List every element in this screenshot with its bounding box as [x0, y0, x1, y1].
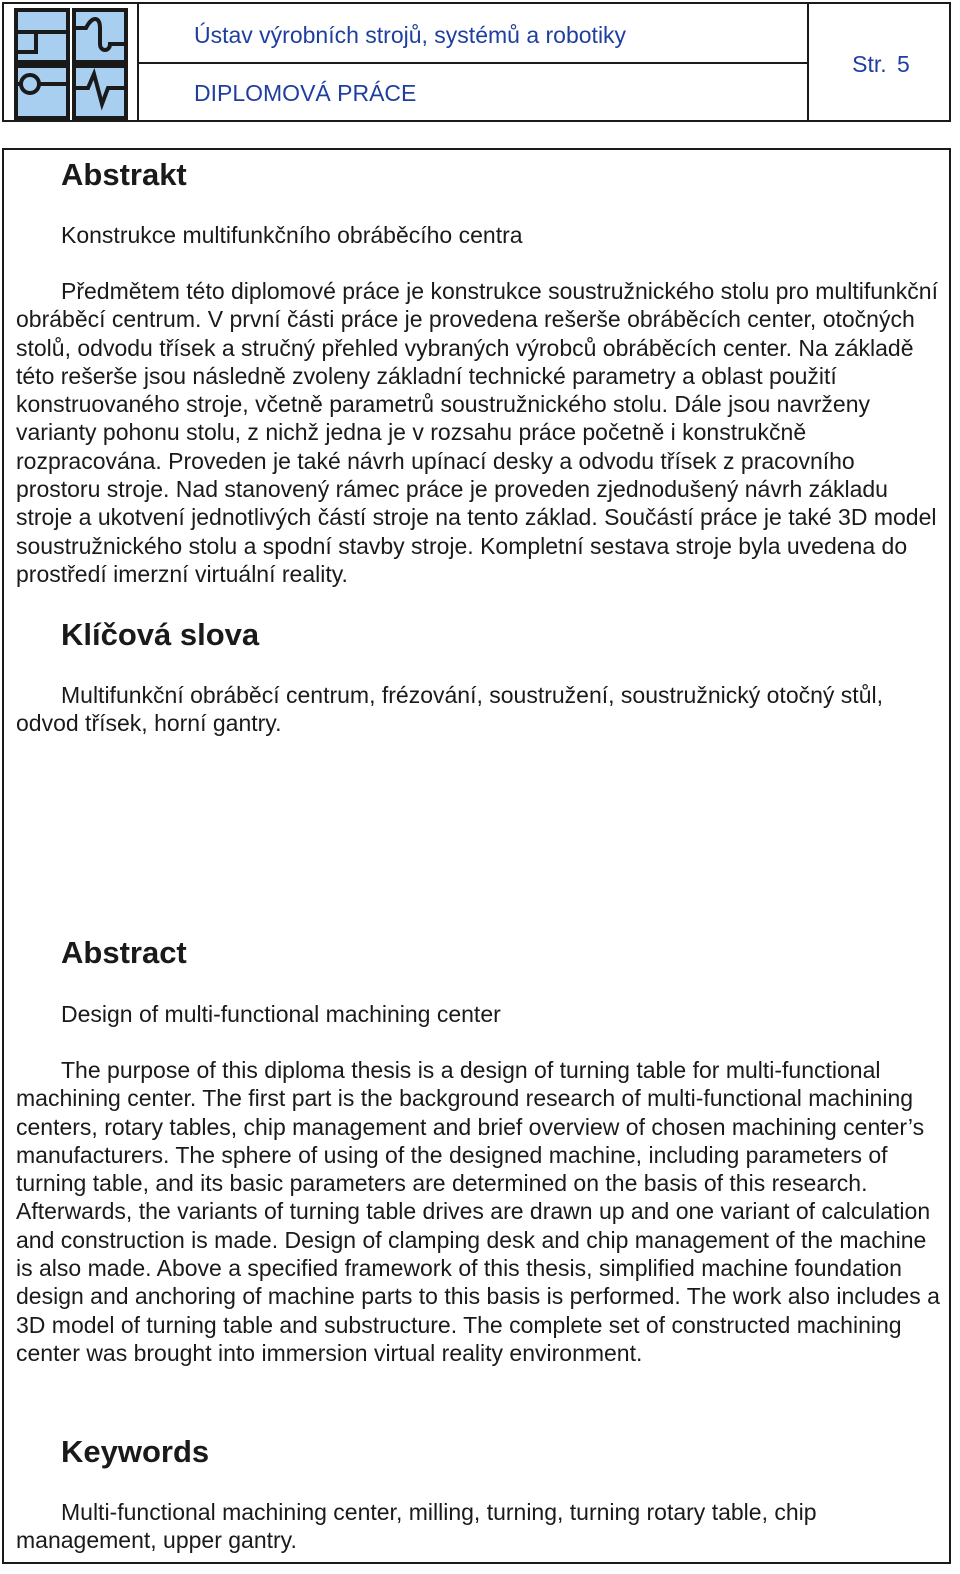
en-abstract-heading: Abstract — [61, 935, 187, 970]
cz-thesis-title: Konstrukce multifunkčního obráběcího centra — [61, 222, 523, 248]
cz-abstract-body: Předmětem této diplomové práce je konstrukce soustružnického stolu pro multifunkční obráběcí centrum. V první části práce je provedena rešerše obráběcích center, otočných stolů, odvodu třísek a stručný přehled vybraných výrobců obráběcích center. Na základě této rešerše jsou následně zvoleny základní technické parametry a oblast použití konstruovaného stroje, včetně parametrů soustružnického stolu. Dále jsou navrženy varianty pohonu stolu, z nichž jedna je v rozsahu práce početně i konstrukčně rozpracována. Proveden je také návrh upínací desky a odvodu třísek z pracovního prostoru stroje. Nad stanovený rámec práce je proveden zjednodušený návrh základu stroje a ukotvení jednotlivých částí stroje na tento základ. Součástí práce je také 3D model soustružnického stolu a spodní stavby stroje. Kompletní sestava stroje byla uvedena do prostředí imerzní virtuální reality. — [16, 278, 938, 587]
page-number-cell — [809, 4, 949, 120]
en-abstract-body: The purpose of this diploma thesis is a design of turning table for multi-functional machining center. The first part is the background research of multi-functional machining centers, rotary tables, chip management and brief overview of chosen machining center’s manufacturers. The sphere of using of the designed machine, including parameters of turning table, and its basic parameters are determined on the basis of this research. Afterwards, the variants of turning table drives are drawn up and one variant of calculation and construction is made. Design of clamping desk and chip management of the machine is also made. Above a specified framework of this thesis, simplified machine foundation design and anchoring of machine parts to this basis is performed. The work also includes a 3D model of turning table and substructure. The complete set of constructed machining center was brought into immersion virtual reality environment. — [16, 1057, 940, 1366]
logo-cell — [4, 4, 139, 120]
document-type: DIPLOMOVÁ PRÁCE — [194, 80, 417, 106]
page-label: Str. — [852, 51, 887, 77]
institute-logo-icon — [14, 8, 128, 120]
page-number: 5 — [897, 51, 910, 77]
page-header — [2, 2, 951, 122]
cz-keywords-heading: Klíčová slova — [61, 617, 260, 652]
en-keywords-text: Multi-functional machining center, milling, turning, turning rotary table, chip management, upper gantry. — [16, 1499, 817, 1554]
cz-keywords-text: Multifunkční obráběcí centrum, frézování, soustružení, soustružnický otočný stůl, odvod třísek, horní gantry. — [16, 682, 883, 737]
en-keywords-heading: Keywords — [61, 1434, 210, 1469]
title-cell — [139, 4, 809, 120]
cz-abstract-heading: Abstrakt — [61, 157, 187, 192]
content-frame — [2, 148, 951, 1564]
en-thesis-title: Design of multi-functional machining center — [61, 1001, 501, 1027]
institute-name: Ústav výrobních strojů, systémů a robotiky — [139, 6, 807, 64]
